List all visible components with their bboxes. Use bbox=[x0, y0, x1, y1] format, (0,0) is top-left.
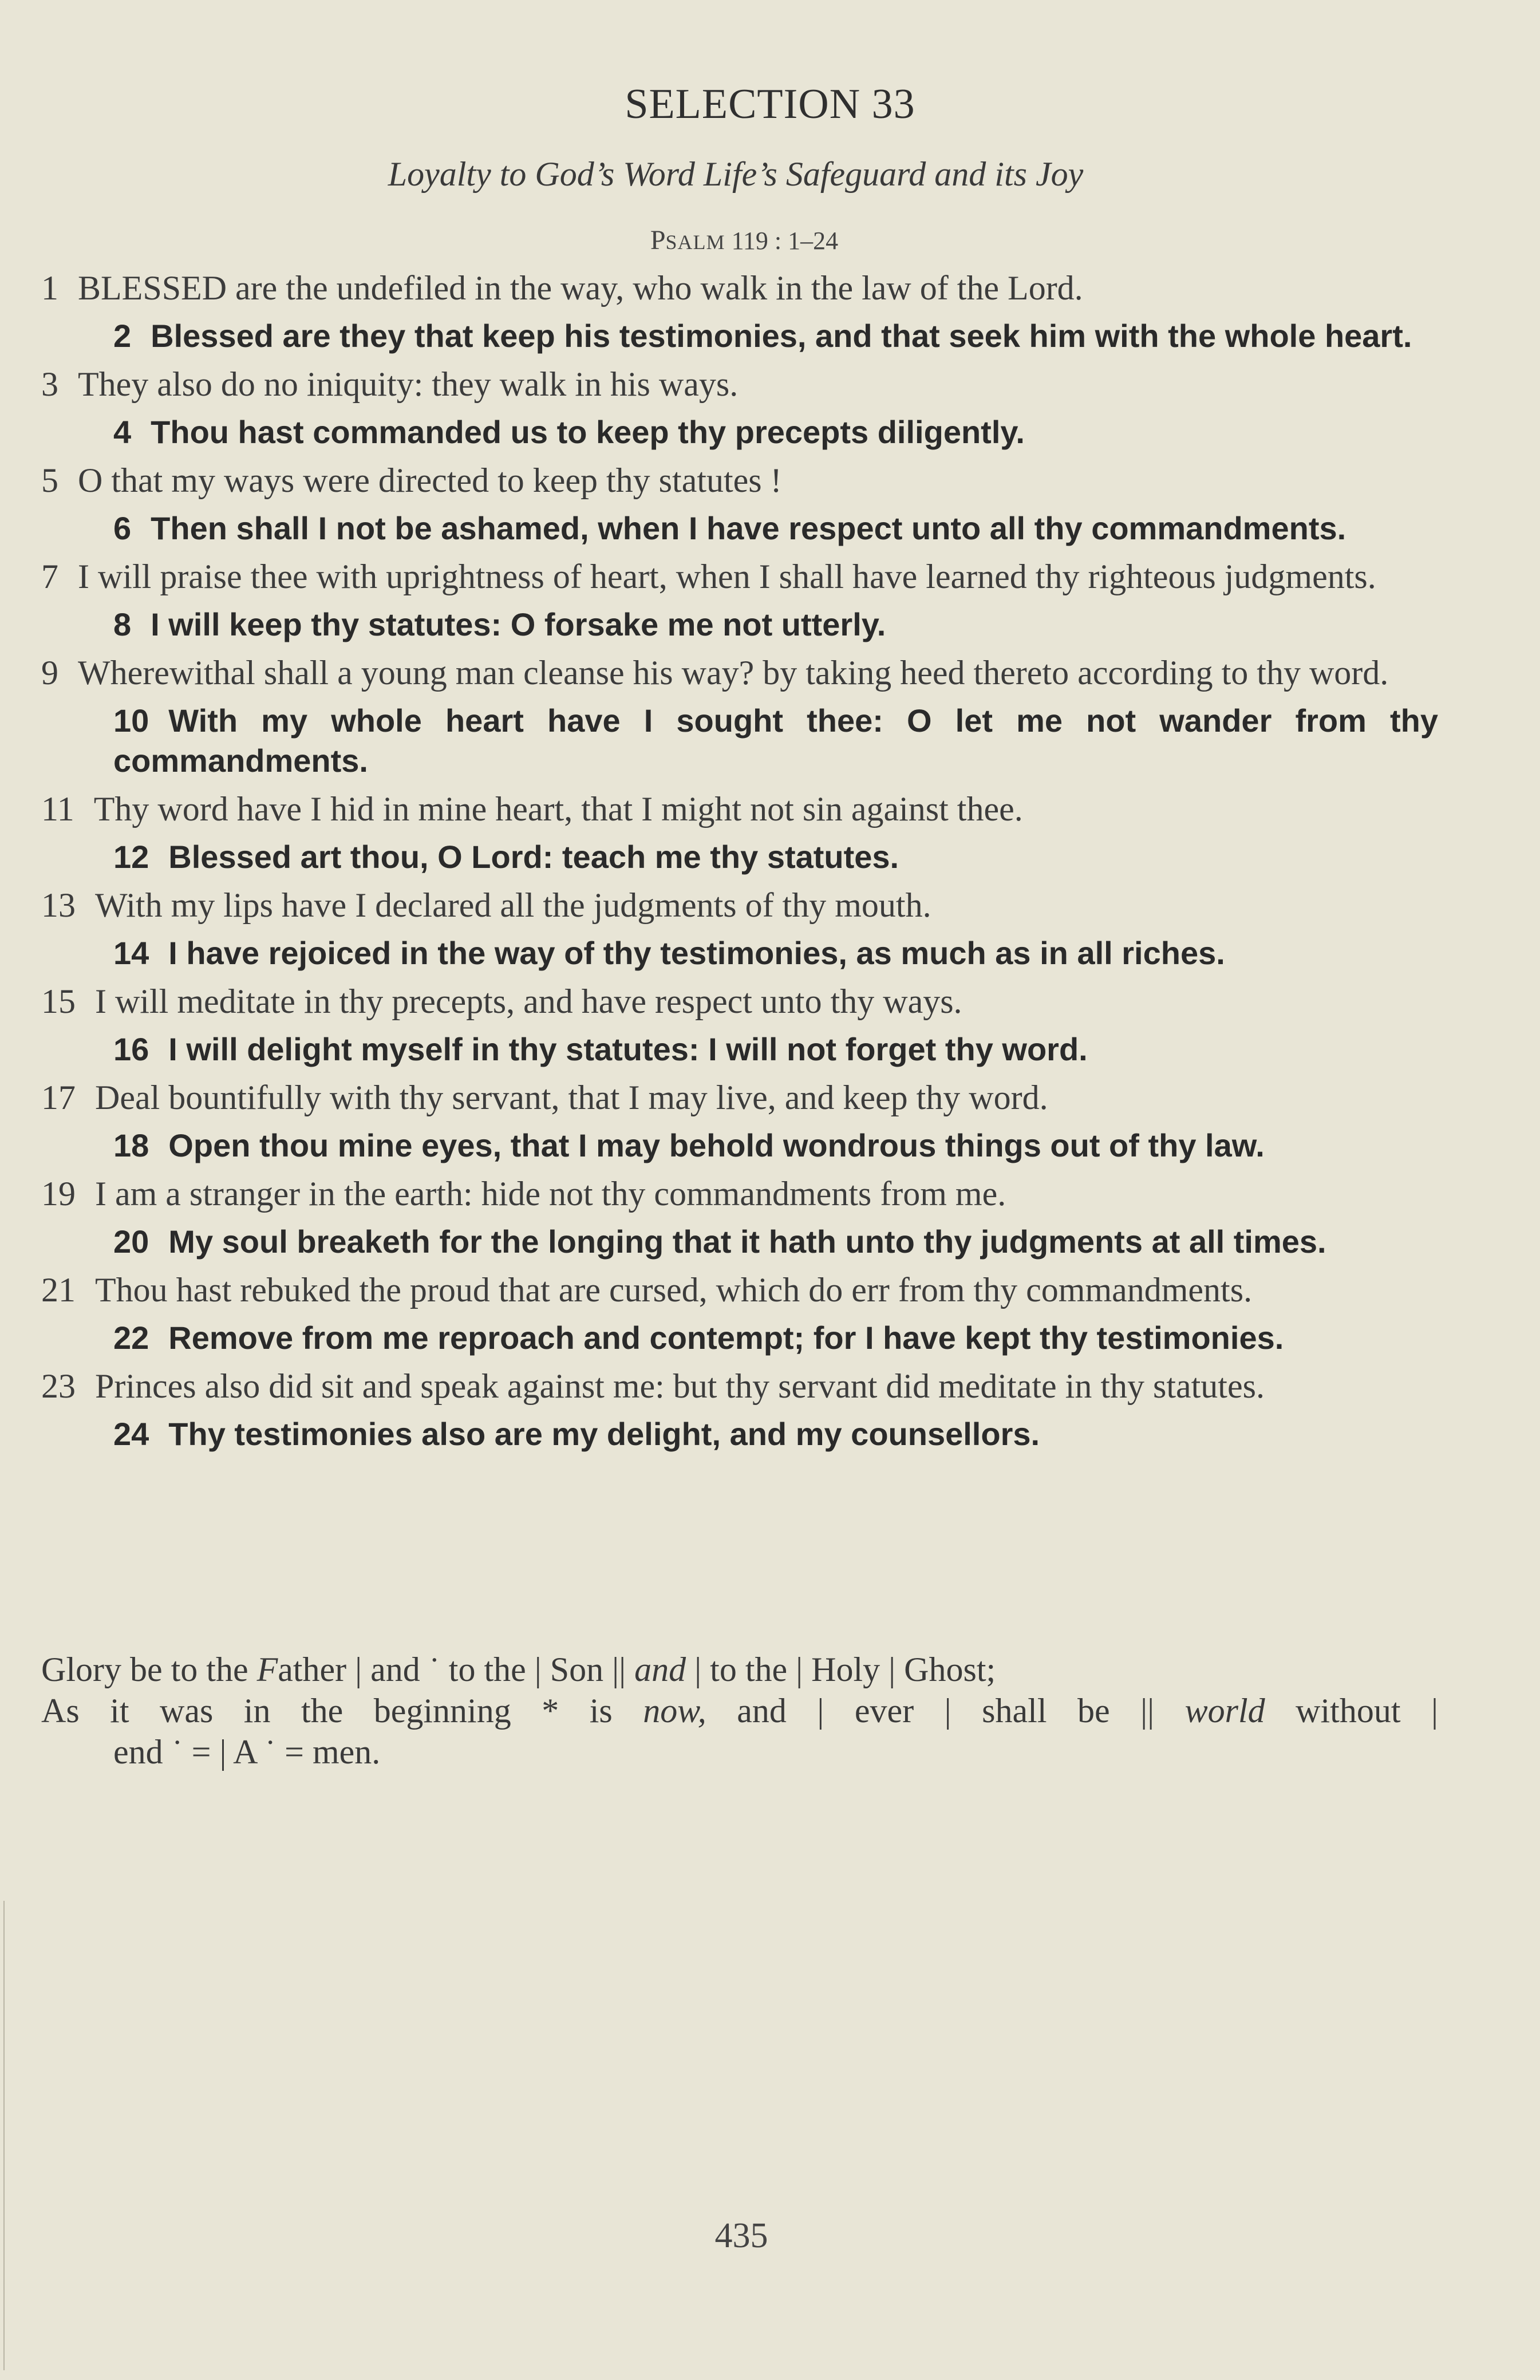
verse-number: 21 bbox=[41, 1271, 76, 1309]
verse-text: Open thou mine eyes, that I may behold wondrous things out of thy law. bbox=[168, 1127, 1265, 1163]
verse-number: 17 bbox=[41, 1079, 76, 1116]
verse-number: 13 bbox=[41, 886, 76, 924]
gloria-text: ather | and ˙ to the | Son || bbox=[278, 1651, 635, 1688]
verse-text: I will meditate in thy precepts, and have respect unto thy ways. bbox=[95, 982, 962, 1020]
verse-number: 20 bbox=[113, 1223, 149, 1260]
verse-text: I will praise thee with uprightness of heart, when I shall have learned thy righteous judgments. bbox=[78, 558, 1376, 595]
gloria-text: and | ever | shall be || bbox=[706, 1692, 1185, 1730]
gloria-text: As it was in the beginning * is bbox=[41, 1692, 643, 1730]
verse-text: I will keep thy statutes: O forsake me not utterly. bbox=[151, 606, 886, 642]
verse-8 bbox=[113, 605, 1438, 645]
verse-number: 16 bbox=[113, 1031, 149, 1067]
verse-text: Deal bountifully with thy servant, that I may live, and keep thy word. bbox=[95, 1079, 1048, 1116]
gloria-text: | to the | Holy | Ghost; bbox=[686, 1651, 996, 1688]
verse-5 bbox=[41, 460, 1438, 500]
gloria-line-2 bbox=[41, 1690, 1438, 1731]
verse-11 bbox=[41, 789, 1438, 829]
verse-number: 19 bbox=[41, 1175, 76, 1213]
psalm-word-initial: P bbox=[650, 225, 666, 255]
verse-text: Blessed are they that keep his testimonies, and that seek him with the whole heart. bbox=[151, 318, 1412, 354]
verse-text: My soul breaketh for the longing that it hath unto thy judgments at all times. bbox=[168, 1223, 1326, 1260]
verse-text: O that my ways were directed to keep thy statutes ! bbox=[78, 461, 782, 499]
gloria-line-3: end ˙ = | A ˙ = men. bbox=[113, 1733, 381, 1771]
verse-number: 4 bbox=[113, 414, 132, 450]
verse-9 bbox=[41, 653, 1438, 693]
verse-text: Wherewithal shall a young man cleanse his way? by taking heed thereto according to thy word. bbox=[78, 654, 1389, 692]
psalm-word-rest: SALM bbox=[665, 231, 725, 254]
verse-text: Princes also did sit and speak against me: but thy servant did meditate in thy statutes. bbox=[95, 1367, 1265, 1405]
verse-14 bbox=[113, 933, 1438, 973]
verse-7 bbox=[41, 556, 1438, 597]
verse-text: I am a stranger in the earth: hide not thy commandments from me. bbox=[95, 1175, 1006, 1213]
verse-15 bbox=[41, 981, 1438, 1021]
page-number: 435 bbox=[714, 2216, 768, 2255]
verse-number: 22 bbox=[113, 1320, 149, 1356]
verse-text: Thou hast rebuked the proud that are cursed, which do err from thy commandments. bbox=[95, 1271, 1253, 1309]
verse-18 bbox=[113, 1126, 1438, 1166]
gloria-text-italic: world bbox=[1184, 1692, 1265, 1730]
verse-text: Remove from me reproach and contempt; for I have kept thy testimonies. bbox=[168, 1320, 1284, 1356]
selection-subtitle: Loyalty to God’s Word Life’s Safeguard and its Joy bbox=[388, 155, 1084, 193]
verse-1 bbox=[41, 268, 1438, 308]
verse-number: 5 bbox=[41, 461, 58, 499]
verse-text: BLESSED are the undefiled in the way, who walk in the law of the Lord. bbox=[78, 269, 1083, 307]
verse-2 bbox=[113, 316, 1438, 356]
psalm-chapter-verses: 119 : 1–24 bbox=[731, 227, 839, 255]
verse-text: They also do no iniquity: they walk in his ways. bbox=[78, 365, 739, 403]
verse-text: I will delight myself in thy statutes: I will not forget thy word. bbox=[168, 1031, 1088, 1067]
verse-number: 3 bbox=[41, 365, 58, 403]
gloria-text-italic: now, bbox=[643, 1692, 706, 1730]
verse-number: 23 bbox=[41, 1367, 76, 1405]
verse-text: With my whole heart have I sought thee: O let me not wander from thy commandments. bbox=[113, 702, 1438, 779]
page-edge-line bbox=[3, 1901, 5, 2370]
verse-number: 14 bbox=[113, 935, 149, 971]
verse-number: 11 bbox=[41, 790, 74, 828]
verse-6 bbox=[113, 508, 1438, 548]
verse-number: 2 bbox=[113, 318, 132, 354]
verse-number: 8 bbox=[113, 606, 132, 642]
verse-24 bbox=[113, 1414, 1438, 1454]
verse-number: 18 bbox=[113, 1127, 149, 1163]
gloria-line-1 bbox=[41, 1649, 1438, 1690]
verse-number: 15 bbox=[41, 982, 76, 1020]
verse-text: I have rejoiced in the way of thy testimonies, as much as in all riches. bbox=[168, 935, 1225, 971]
verse-number: 24 bbox=[113, 1416, 149, 1452]
verse-text: Thy word have I hid in mine heart, that I might not sin against thee. bbox=[93, 790, 1023, 828]
verse-text: Thou hast commanded us to keep thy precepts diligently. bbox=[151, 414, 1025, 450]
verse-text: Blessed art thou, O Lord: teach me thy statutes. bbox=[168, 839, 899, 875]
psalm-reference bbox=[0, 224, 1488, 256]
selection-title: SELECTION 33 bbox=[625, 81, 915, 128]
verse-number: 7 bbox=[41, 558, 58, 595]
verse-20 bbox=[113, 1222, 1438, 1262]
verse-17 bbox=[41, 1077, 1438, 1118]
verse-12 bbox=[113, 837, 1438, 877]
verse-3 bbox=[41, 364, 1438, 404]
gloria-text: without | bbox=[1265, 1692, 1439, 1730]
verse-23 bbox=[41, 1366, 1438, 1406]
verse-13 bbox=[41, 885, 1438, 925]
verse-text: With my lips have I declared all the judgments of thy mouth. bbox=[95, 886, 931, 924]
verse-number: 9 bbox=[41, 654, 58, 692]
verse-19 bbox=[41, 1174, 1438, 1214]
verse-4 bbox=[113, 412, 1438, 452]
verse-21 bbox=[41, 1270, 1438, 1310]
verse-number: 1 bbox=[41, 269, 58, 307]
gloria-text-italic: F bbox=[256, 1651, 278, 1688]
verse-text: Then shall I not be ashamed, when I have respect unto all thy commandments. bbox=[151, 510, 1346, 546]
gloria-text-italic: and bbox=[634, 1651, 686, 1688]
verse-10 bbox=[113, 701, 1438, 781]
verse-text: Thy testimonies also are my delight, and my counsellors. bbox=[168, 1416, 1040, 1452]
gloria-patri bbox=[41, 1649, 1438, 1773]
verse-number: 10 bbox=[113, 702, 149, 739]
gloria-text: Glory be to the bbox=[41, 1651, 257, 1688]
verse-16 bbox=[113, 1029, 1438, 1069]
verse-number: 12 bbox=[113, 839, 149, 875]
verse-number: 6 bbox=[113, 510, 132, 546]
responsive-reading bbox=[41, 268, 1438, 1462]
verse-22 bbox=[113, 1318, 1438, 1358]
